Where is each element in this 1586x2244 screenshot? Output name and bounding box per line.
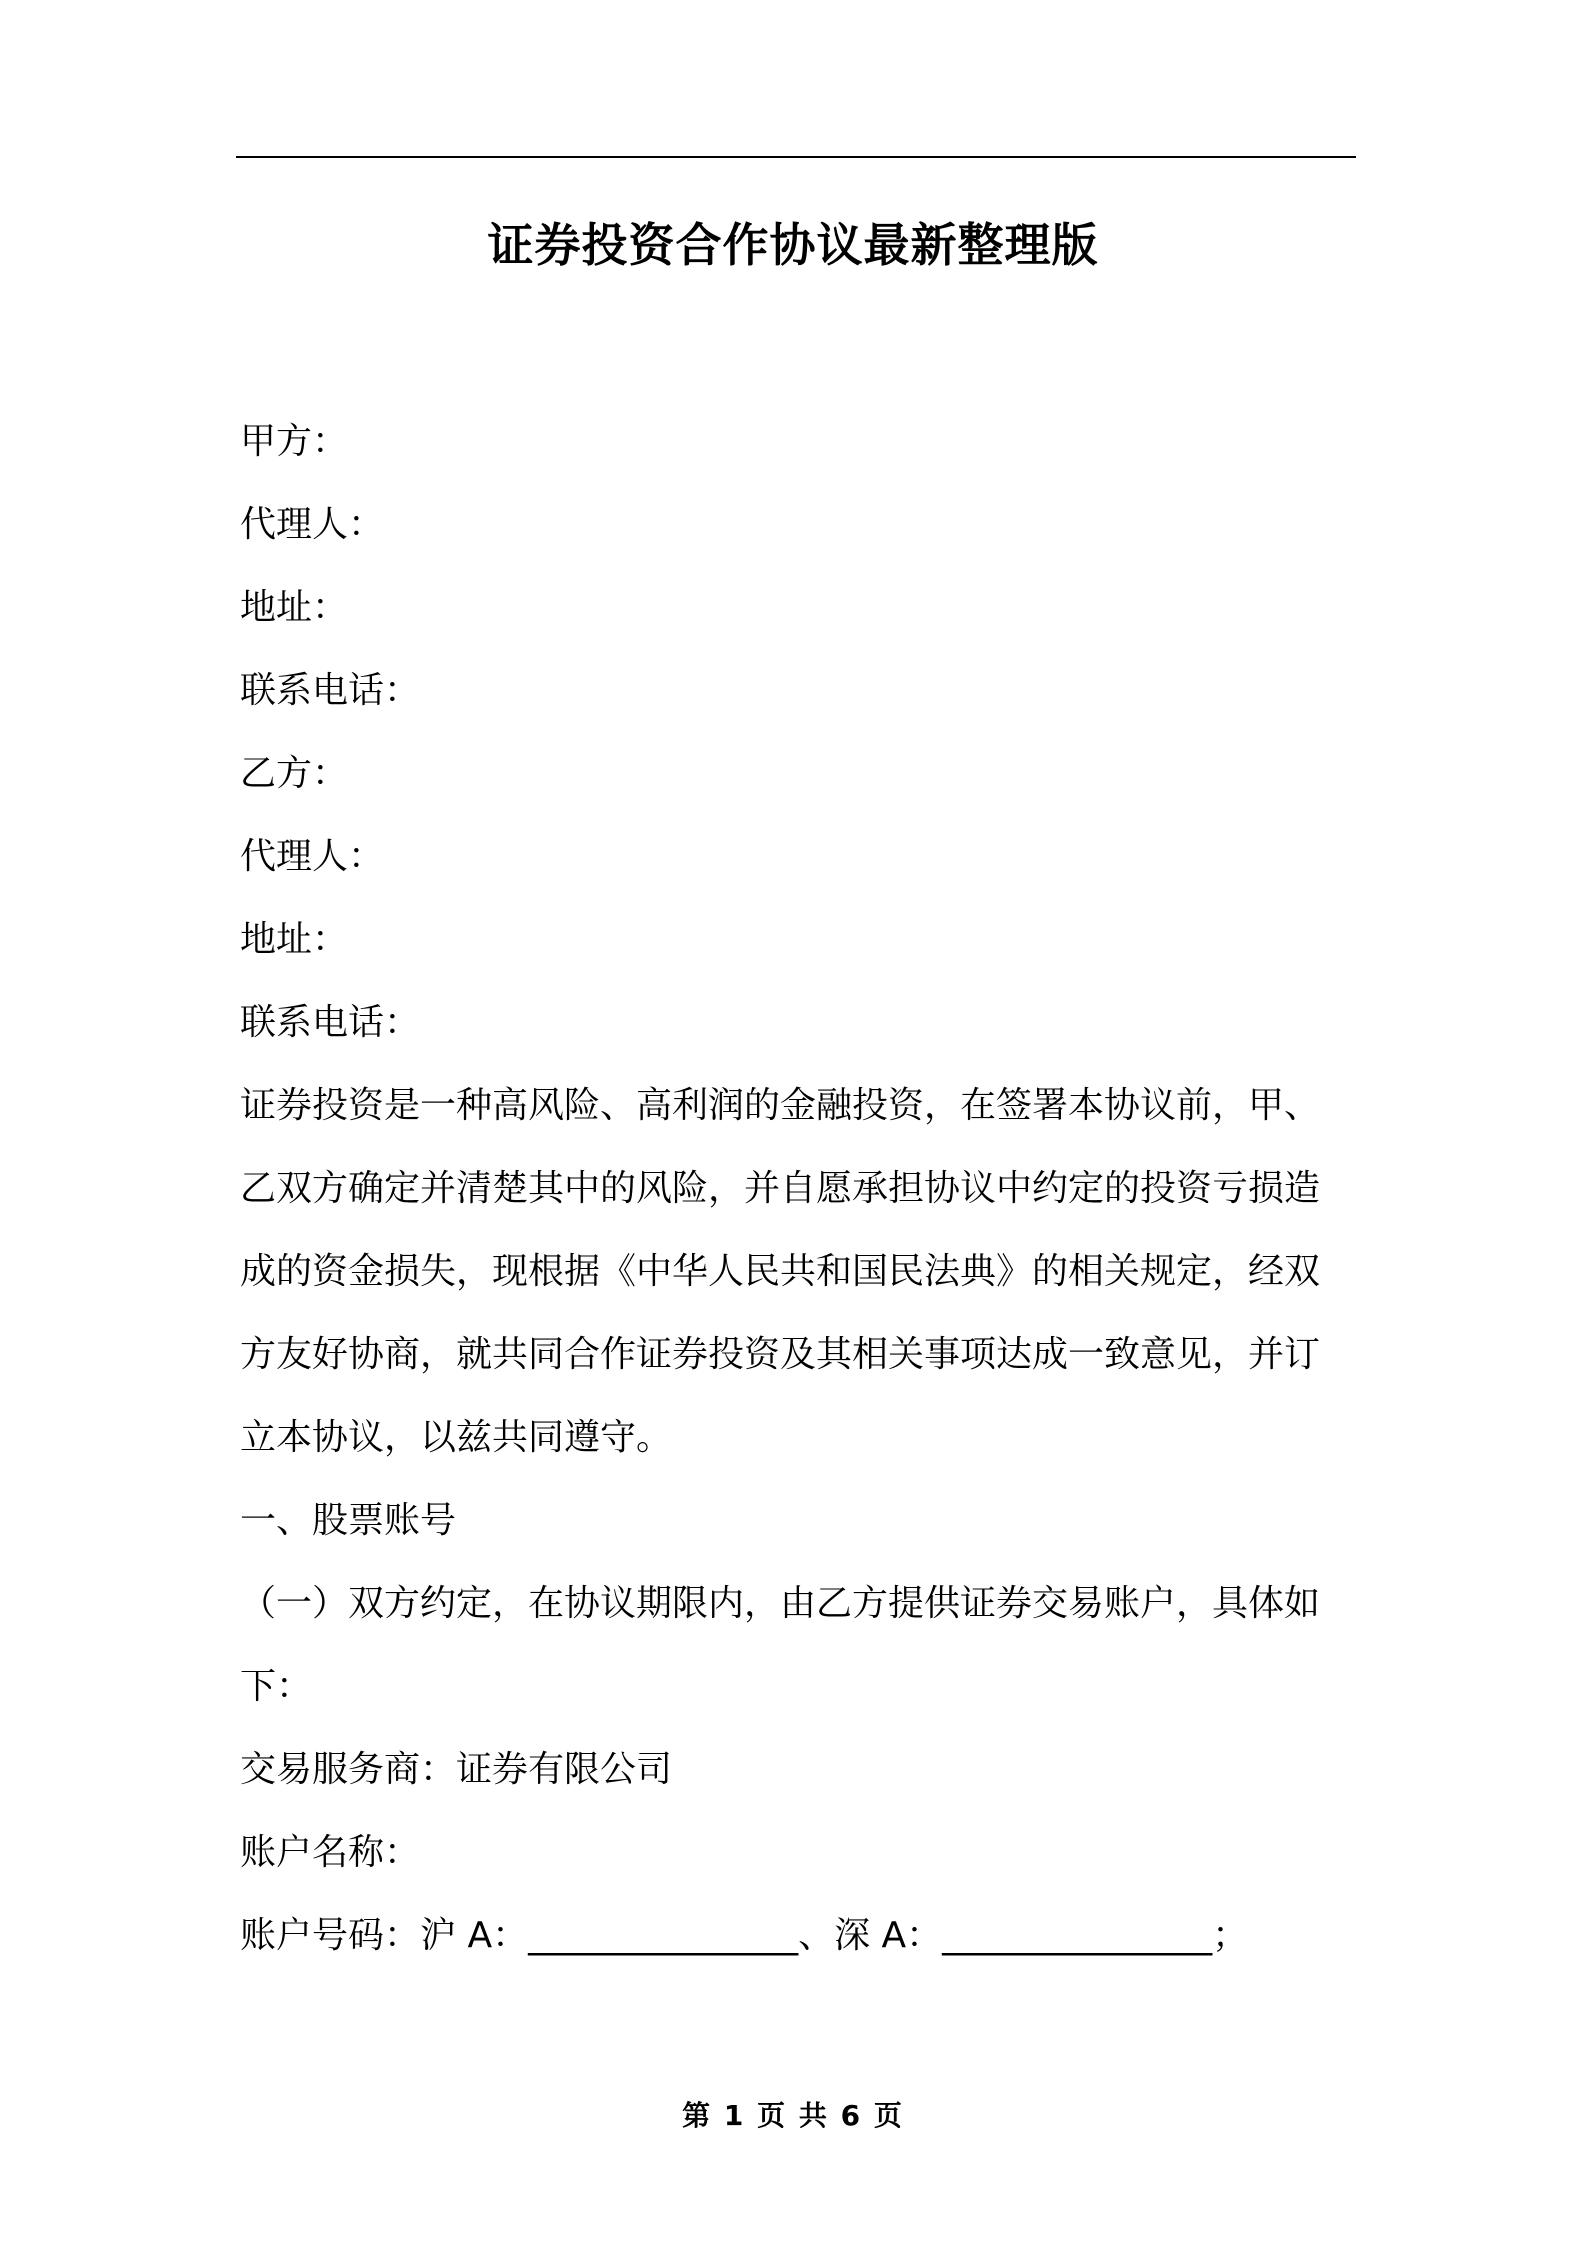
preamble-line: 乙双方确定并清楚其中的风险，并自愿承担协议中约定的投资亏损造 [240,1168,1321,1209]
account-name-line: 账户名称： [240,1832,421,1873]
party-b-agent-label: 代理人： [240,836,385,877]
page-indicator: 第 1 页 共 6 页 [682,2099,904,2132]
party-b-phone-label: 联系电话： [240,1002,421,1043]
party-a-label: 甲方： [240,421,349,462]
broker-line: 交易服务商：证券有限公司 [240,1749,673,1790]
preamble-line: 证券投资是一种高风险、高利润的金融投资，在签署本协议前，甲、 [240,1085,1321,1126]
clause-line: （一）双方约定，在协议期限内，由乙方提供证券交易账户，具体如 [240,1583,1321,1624]
preamble-line: 成的资金损失，现根据《中华人民共和国民法典》的相关规定，经双 [240,1251,1321,1292]
account-number-line: 账户号码：沪 A：_______________、深 A：_______________； [240,1915,1249,1956]
preamble-line: 立本协议，以兹共同遵守。 [240,1417,673,1458]
party-b-label: 乙方： [240,753,349,794]
party-b-address-label: 地址： [240,919,349,960]
party-a-phone-label: 联系电话： [240,670,421,711]
header-rule [236,156,1356,158]
clause-line: 下： [240,1666,313,1707]
party-a-address-label: 地址： [240,587,349,628]
preamble-line: 方友好协商，就共同合作证券投资及其相关事项达成一致意见，并订 [240,1334,1321,1375]
preamble-paragraph [240,1064,1360,1479]
section-1-heading: 一、股票账号 [240,1500,457,1541]
party-a-agent-label: 代理人： [240,504,385,545]
document-title: 证券投资合作协议最新整理版 [487,218,1099,272]
section-1-clause-1 [240,1562,1360,1728]
document-body [240,400,1360,1977]
